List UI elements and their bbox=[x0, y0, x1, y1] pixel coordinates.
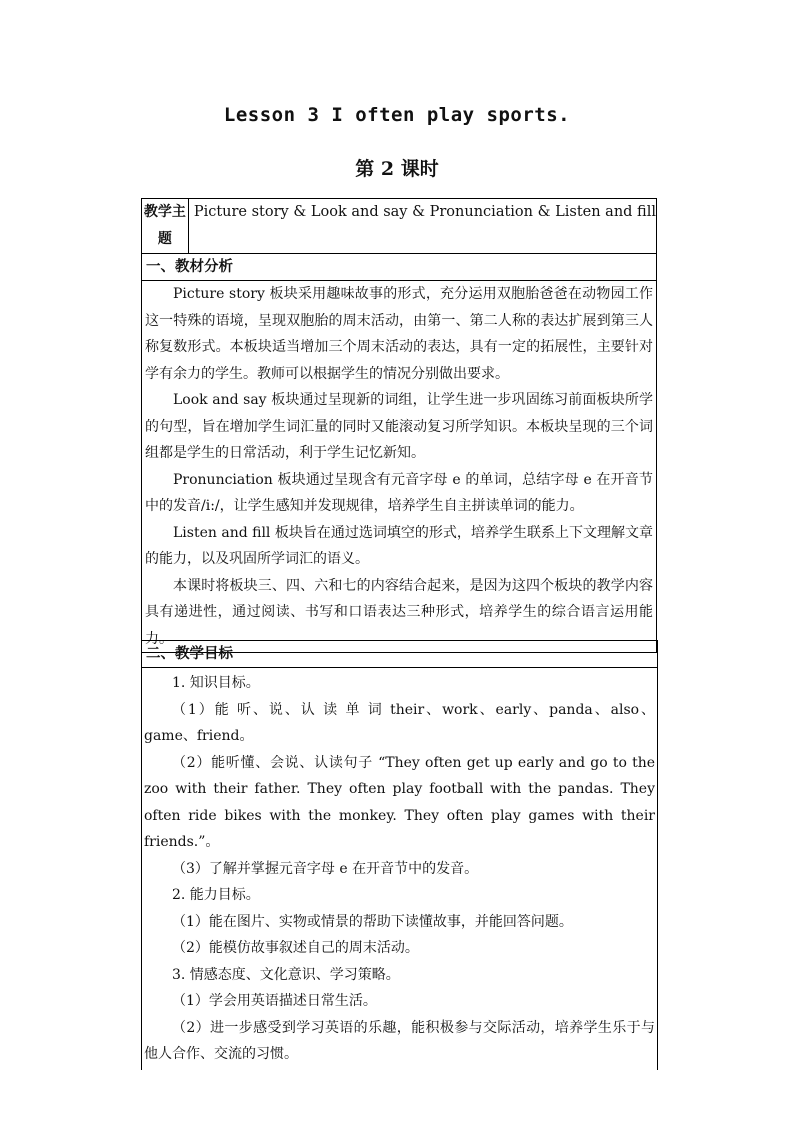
analysis-body bbox=[142, 281, 657, 653]
objectives-heading-row bbox=[142, 641, 658, 668]
objectives-heading: 二、教学目标 bbox=[142, 641, 658, 668]
analysis-paragraph: Look and say 板块通过呈现新的词组，让学生进一步巩固练习前面板块所学的句型，旨在增加学生词汇量的同时又能滚动复习所学知识。本板块呈现的三个词组都是学生的日常活动，利于学生记忆新知。 bbox=[145, 392, 653, 461]
objective-line: （3）了解并掌握元音字母 e 在开音节中的发音。 bbox=[172, 860, 479, 877]
topic-row bbox=[142, 199, 657, 254]
objective-line: 3. 情感态度、文化意识、学习策略。 bbox=[172, 966, 400, 983]
analysis-heading: 一、教材分析 bbox=[142, 254, 657, 281]
objective-line: （2）进一步感受到学习英语的乐趣，能积极参与交际活动，培养学生乐于与他人合作、交流的习惯。 bbox=[144, 1019, 655, 1062]
objective-line: 2. 能力目标。 bbox=[172, 887, 260, 903]
analysis-body-row bbox=[142, 281, 657, 653]
objective-line: （1）能在图片、实物或情景的帮助下读懂故事，并能回答问题。 bbox=[172, 913, 573, 930]
objective-line: （2）能听懂、会说、认读句子 “They often get up early and go to the zoo with their father. They often play football with the pandas. They often ride bikes with the monkey. They often play games with their friends.”。 bbox=[144, 754, 655, 850]
topic-label: 教学主题 bbox=[142, 199, 189, 254]
lesson-table bbox=[141, 198, 657, 653]
page-title: Lesson 3 I often play sports. bbox=[223, 104, 571, 126]
analysis-heading-row bbox=[142, 254, 657, 281]
analysis-paragraph: 本课时将板块三、四、六和七的内容结合起来，是因为这四个板块的教学内容具有递进性，通过阅读、书写和口语表达三种形式，培养学生的综合语言运用能力。 bbox=[145, 577, 653, 647]
lesson-subtitle: 第 2 课时 bbox=[355, 158, 439, 180]
analysis-paragraph: Listen and fill 板块旨在通过选词填空的形式，培养学生联系上下文理解文章的能力，以及巩固所学词汇的语义。 bbox=[145, 524, 653, 567]
objectives-body-row bbox=[142, 668, 658, 1070]
objectives-body bbox=[142, 668, 658, 1070]
objective-line: （2）能模仿故事叙述自己的周末活动。 bbox=[172, 940, 419, 956]
topic-value: Picture story & Look and say & Pronunciation & Listen and fill bbox=[188, 199, 656, 254]
objective-line: （1）能 听、说、认 读 单 词 their、work、early、panda、also、game、friend。 bbox=[144, 701, 655, 744]
objective-line: （1）学会用英语描述日常生活。 bbox=[172, 993, 377, 1009]
objectives-table bbox=[141, 640, 658, 1070]
analysis-paragraph: Pronunciation 板块通过呈现含有元音字母 e 的单词，总结字母 e 在开音节中的发音/i:/，让学生感知并发现规律，培养学生自主拼读单词的能力。 bbox=[145, 471, 653, 514]
analysis-paragraph: Picture story 板块采用趣味故事的形式，充分运用双胞胎爸爸在动物园工作这一特殊的语境，呈现双胞胎的周末活动，由第一、第二人称的表达扩展到第三人称复数形式。本板块适当增加三个周末活动的表达，具有一定的拓展性，主要针对学有余力的学生。教师可以根据学生的情况分别做出要求。 bbox=[145, 286, 653, 382]
objective-line: 1. 知识目标。 bbox=[172, 675, 260, 691]
